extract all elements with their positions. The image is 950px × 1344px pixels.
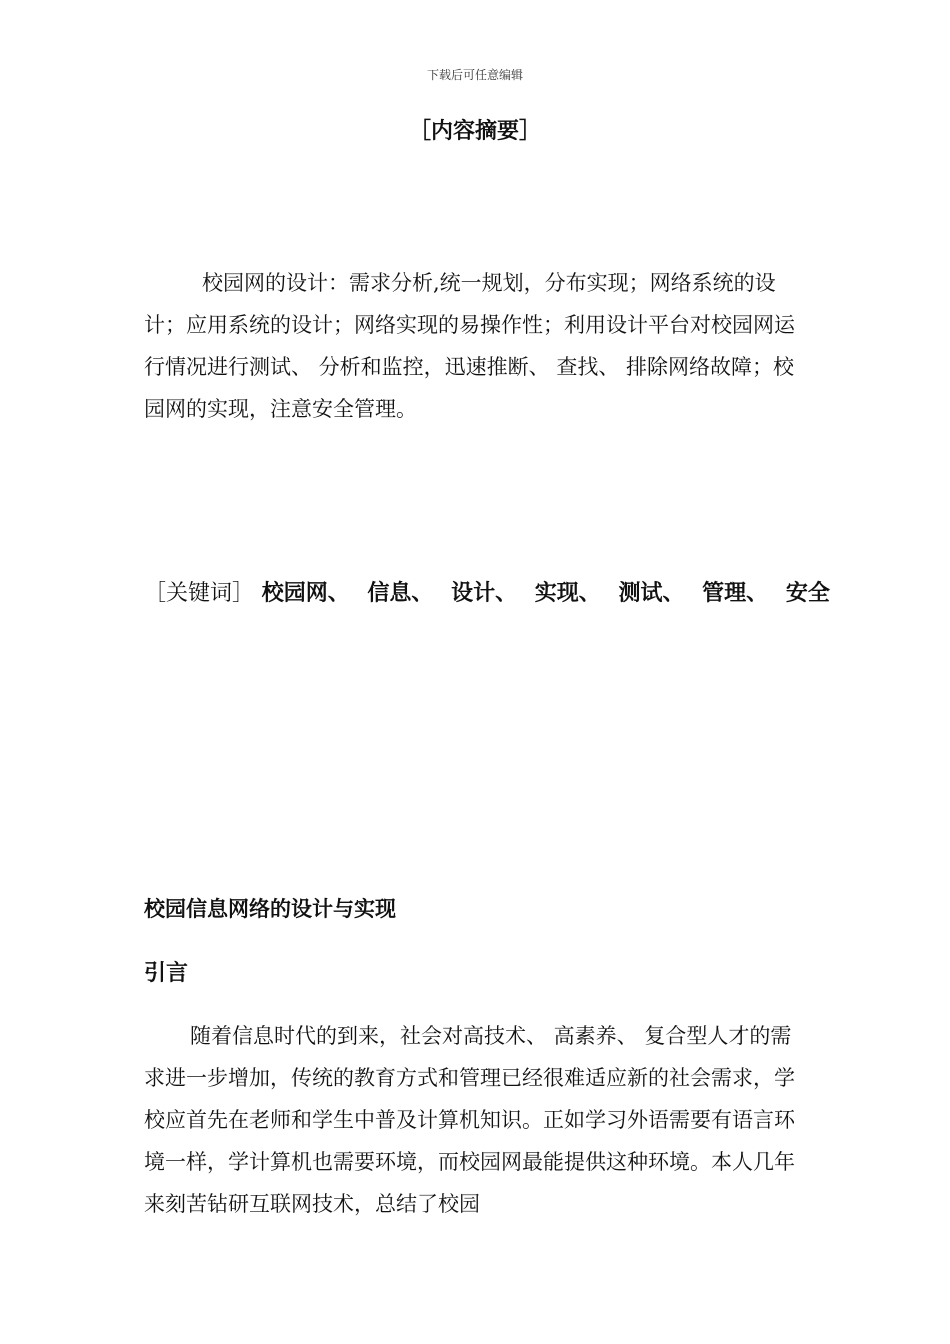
keywords-label: ［关键词］ xyxy=(144,581,255,606)
abstract-body: 校园网的设计：需求分析,统一规划，分布实现；网络系统的设计；应用系统的设计；网络实现的易操作性；利用设计平台对校园网运行情况进行测试、 分析和监控，迅速推断、 查找、 排除网络故障；校园网的实现，注意安全管理。 xyxy=(144,271,795,421)
paper-title: 校园信息网络的设计与实现 xyxy=(144,897,396,921)
keywords-line xyxy=(144,576,830,607)
keyword-item: 管理、 xyxy=(702,581,769,606)
header-note: 下载后可任意编辑 xyxy=(426,68,523,82)
intro-heading: 引言 xyxy=(144,961,189,986)
keyword-item: 校园网、 xyxy=(261,581,350,606)
abstract-heading: ［内容摘要］ xyxy=(408,119,541,144)
keyword-item: 实现、 xyxy=(534,581,601,606)
keyword-item: 安全 xyxy=(785,581,830,606)
keyword-item: 信息、 xyxy=(367,581,434,606)
keyword-item: 设计、 xyxy=(451,581,518,606)
keyword-item: 测试、 xyxy=(618,581,685,606)
intro-body: 随着信息时代的到来，社会对高技术、 高素养、 复合型人才的需求进一步增加，传统的教育方式和管理已经很难适应新的社会需求，学校应首先在老师和学生中普及计算机知识。正如学习外语需要有语言环境一样，学计算机也需要环境，而校园网最能提供这种环境。本人几年来刻苦钻研互联网技术，总结了校园 xyxy=(144,1024,795,1216)
